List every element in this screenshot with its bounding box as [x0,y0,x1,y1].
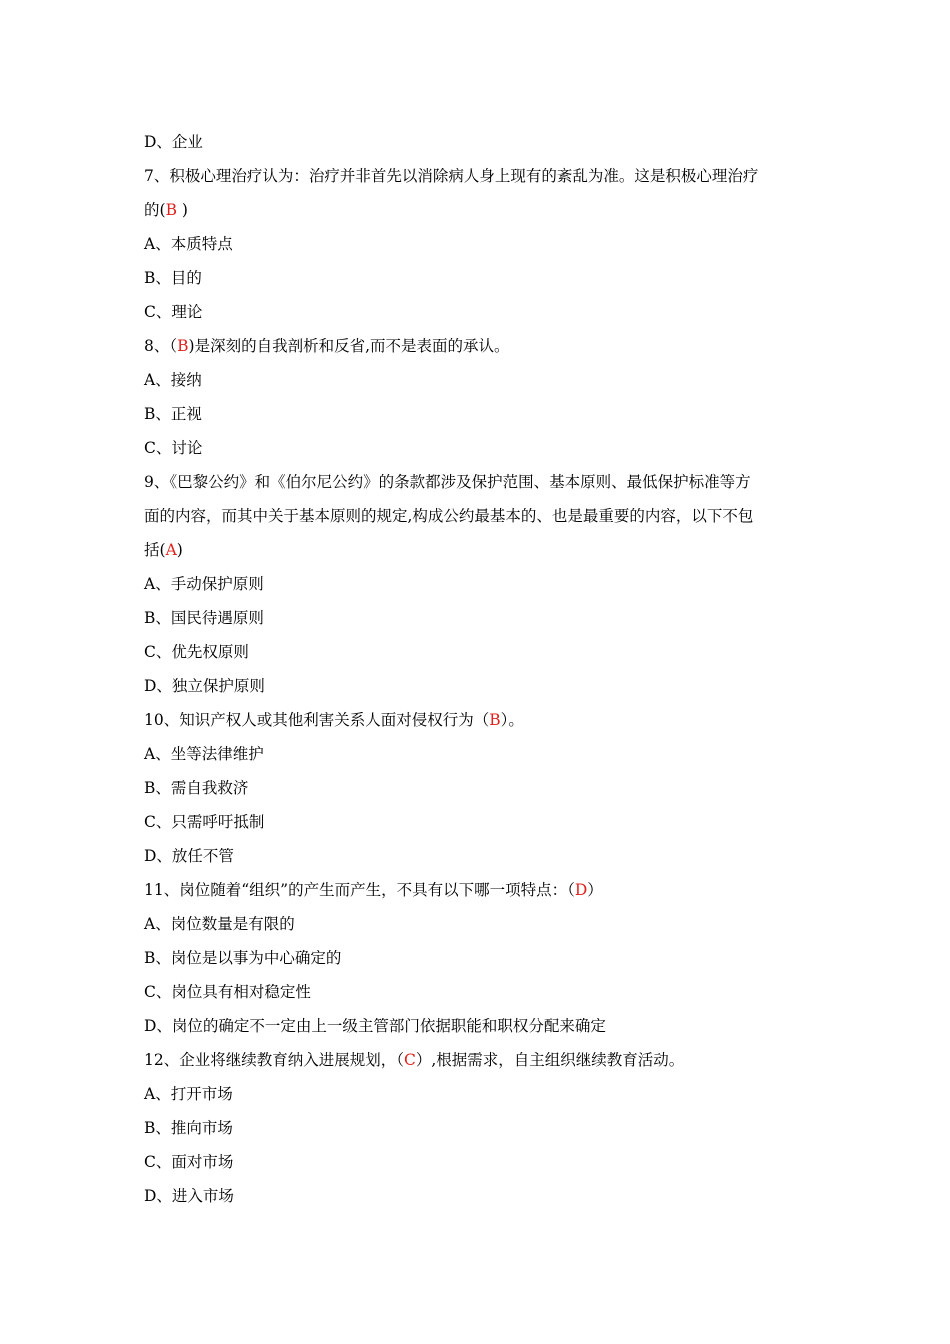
option-item: C、理论 [144,303,203,321]
option-item: A、坐等法律维护 [144,745,264,763]
stem-text-tail: ） [587,881,603,899]
option-item: B、目的 [144,269,202,287]
answer-mark: B [165,201,177,219]
option-item: D、岗位的确定不一定由上一级主管部门依据职能和职权分配来确定 [144,1017,606,1035]
question-list [144,125,808,1213]
option-item: A、打开市场 [144,1085,233,1103]
question-stem-line [144,533,808,567]
question-block [144,1043,808,1213]
question-stem-line [144,499,808,533]
stem-text-tail: ）,根据需求，自主组织继续教育活动。 [415,1051,685,1069]
option-item: A、岗位数量是有限的 [144,915,295,933]
stem-text: 的( [144,201,166,219]
option-item: A、手动保护原则 [144,575,264,593]
question-block [144,465,808,703]
answer-mark: C [403,1051,416,1069]
answer-mark: A [165,541,177,559]
answer-mark: B [489,711,501,729]
question-stem-line [144,873,808,907]
option-item: B、国民待遇原则 [144,609,264,627]
stem-text: 10、知识产权人或其他利害关系人面对侵权行为（ [144,711,490,729]
option-item: B、岗位是以事为中心确定的 [144,949,342,967]
stem-text-tail: ）。 [500,711,524,729]
question-block [144,329,808,465]
option-item: A、接纳 [144,371,202,389]
option-item: C、岗位具有相对稳定性 [144,983,311,1001]
question-stem-line [144,703,808,737]
question-stem-line [144,465,808,499]
question-stem-line [144,329,808,363]
stem-text: 7、积极心理治疗认为：治疗并非首先以消除病人身上现有的紊乱为准。这是积极心理治疗 [144,167,759,185]
answer-mark: B [177,337,189,355]
question-stem-line [144,1043,808,1077]
option-item: C、讨论 [144,439,203,457]
option-item: D、进入市场 [144,1187,234,1205]
option-item: D、放任不管 [144,847,234,865]
question-stem-line [144,159,808,193]
option-item: A、本质特点 [144,235,233,253]
stem-text: 9、《巴黎公约》和《伯尔尼公约》的条款都涉及保护范围、基本原则、最低保护标准等方 [144,473,751,491]
option-item: B、正视 [144,405,202,423]
questions-container [144,159,808,1213]
stem-text-tail: ) [176,541,183,559]
option-item: B、需自我救济 [144,779,249,797]
answer-mark: D [574,881,588,899]
stem-text: 12、企业将继续教育纳入进展规划，（ [144,1051,404,1069]
option-item: D、独立保护原则 [144,677,265,695]
stem-text: 括( [144,541,166,559]
question-block [144,873,808,1043]
option-item: C、面对市场 [144,1153,234,1171]
stem-text-tail: )是深刻的自我剖析和反省,而不是表面的承认。 [188,337,510,355]
option-item: B、推向市场 [144,1119,233,1137]
question-stem-line [144,193,808,227]
stem-text: 8、（ [144,337,178,355]
question-block [144,703,808,873]
stem-text-tail: ) [176,201,188,219]
stem-text: 11、岗位随着“组织”的产生而产生，不具有以下哪一项特点：（ [144,881,575,899]
question-block [144,159,808,329]
option-item: C、只需呼吁抵制 [144,813,265,831]
option-item: C、优先权原则 [144,643,249,661]
prev-option: D、企业 [144,133,203,151]
stem-text: 面的内容，而其中关于基本原则的规定,构成公约最基本的、也是最重要的内容，以下不包 [144,507,754,525]
